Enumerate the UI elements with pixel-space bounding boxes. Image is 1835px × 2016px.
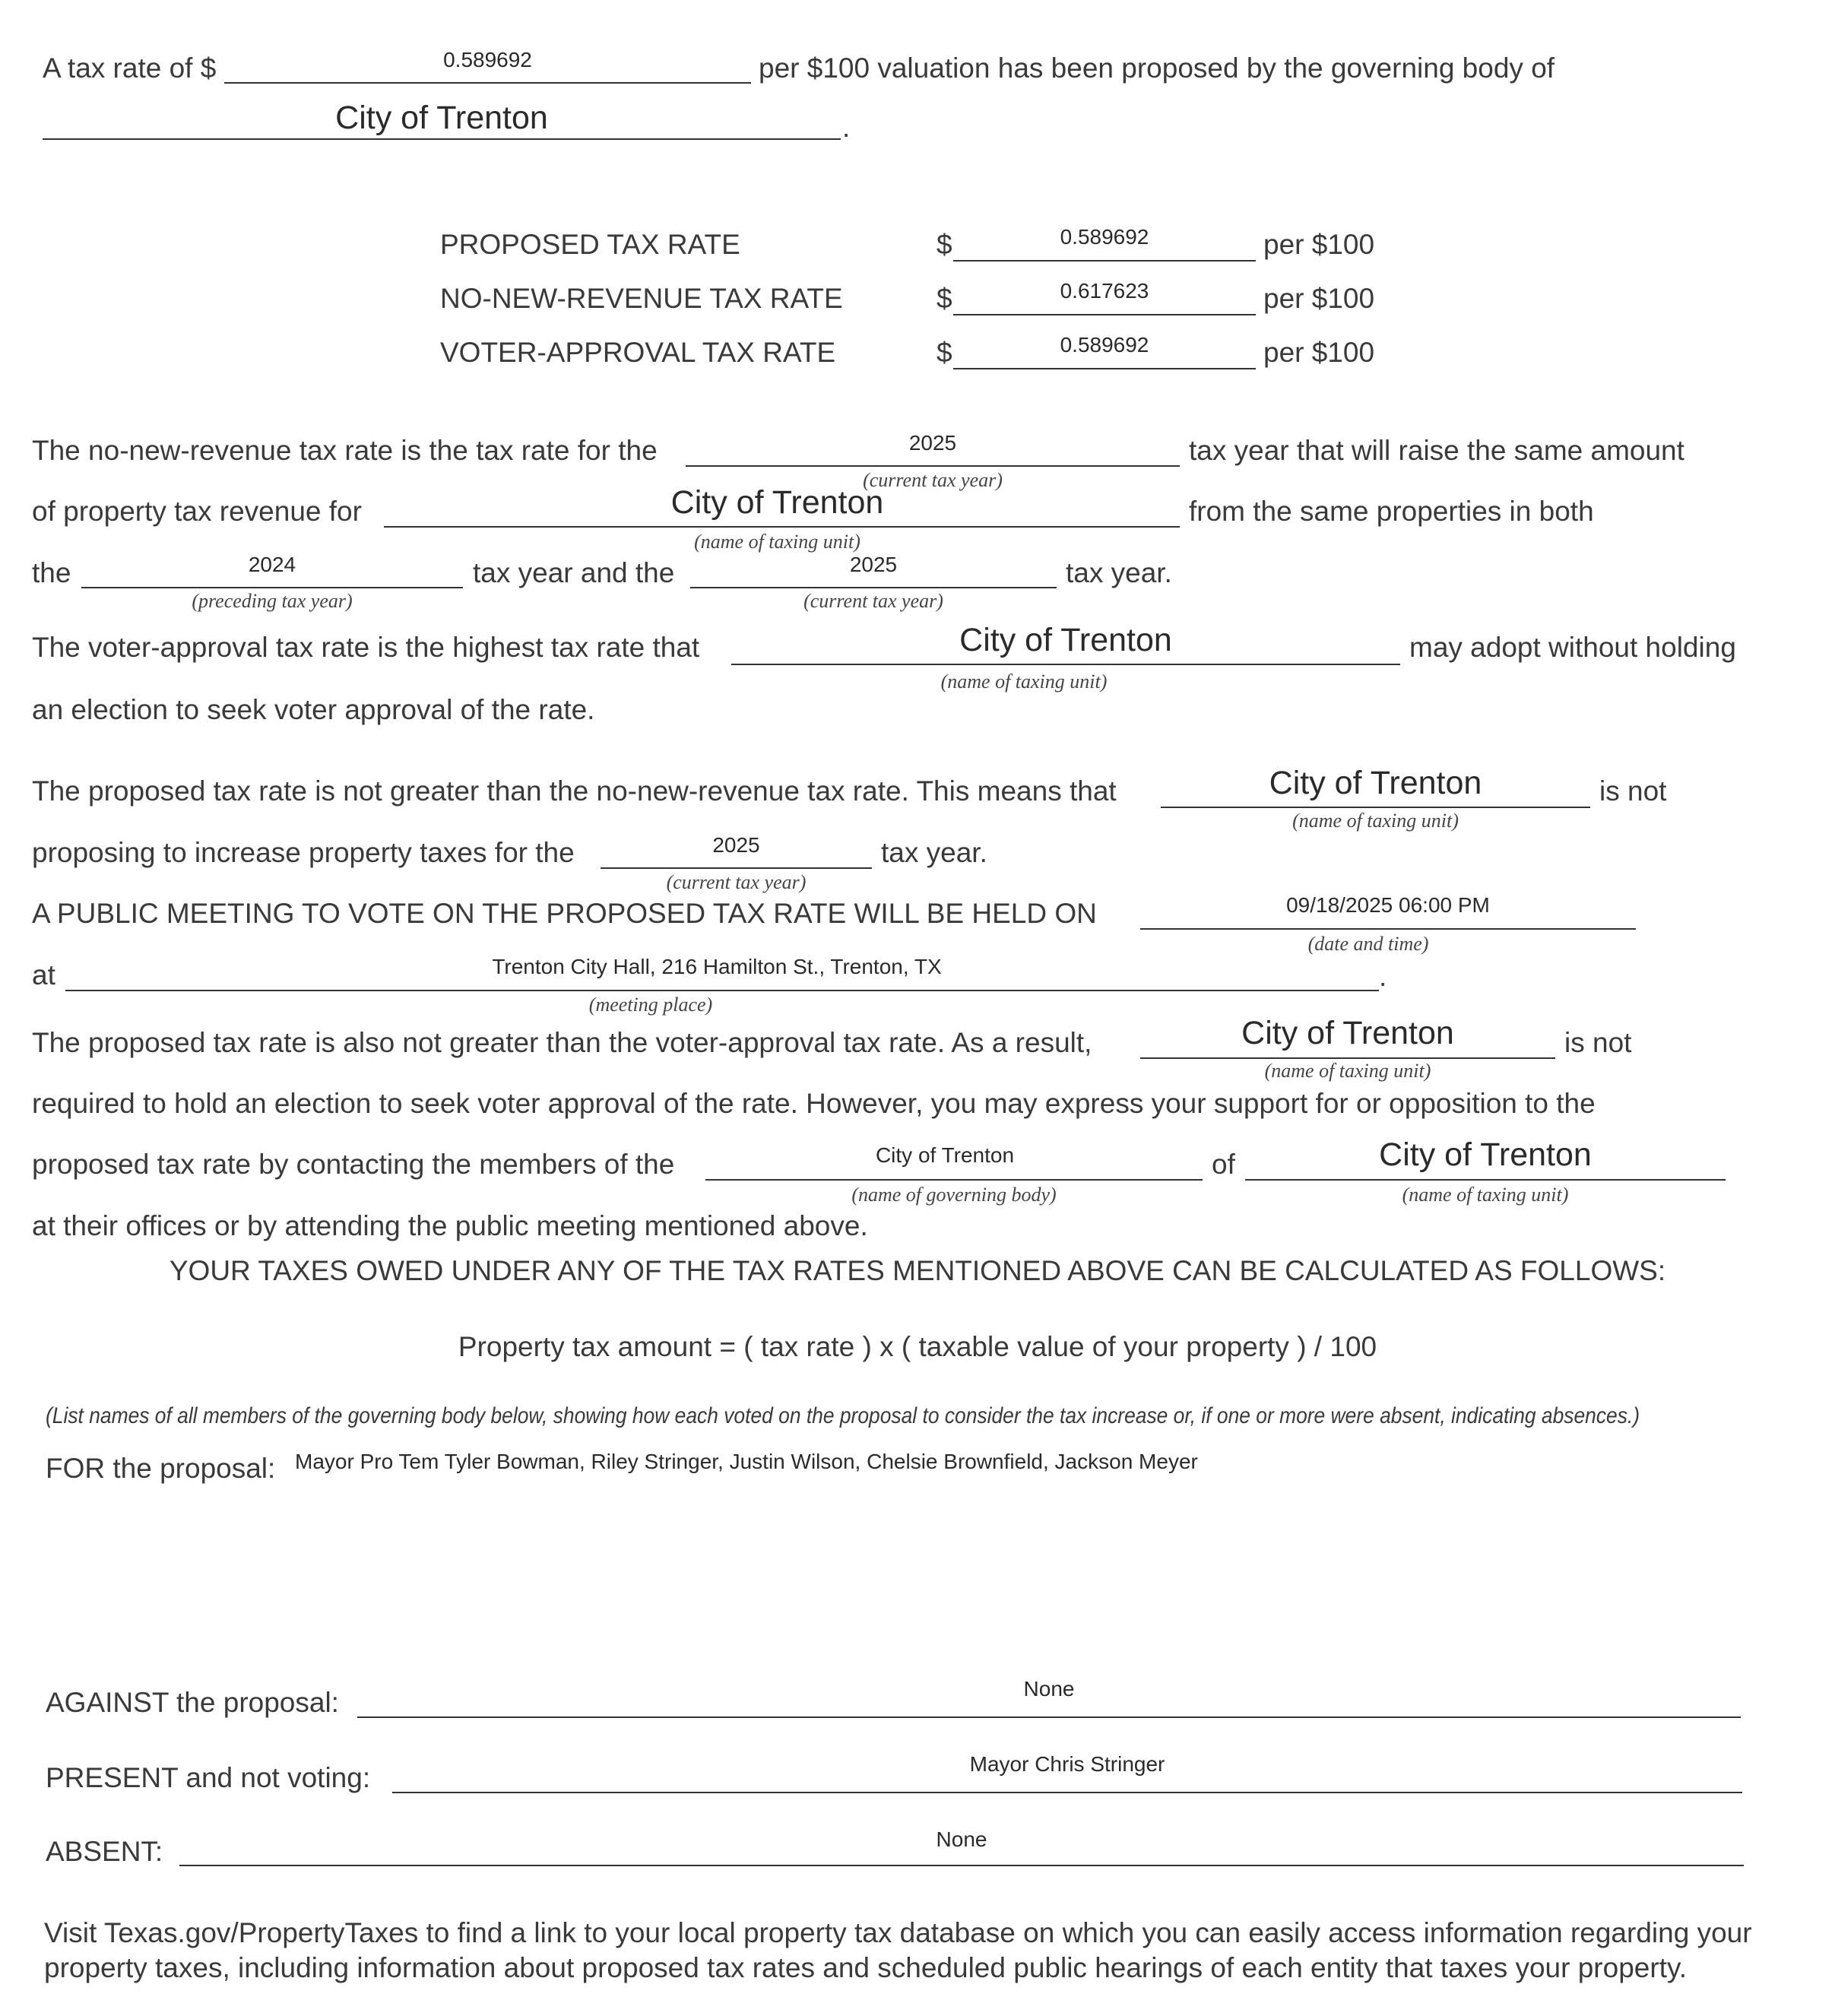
- present-label: PRESENT and not voting:: [46, 1762, 371, 1793]
- meeting-text-1: A PUBLIC MEETING TO VOTE ON THE PROPOSED TAX RATE WILL BE HELD ON: [32, 898, 1097, 929]
- nnr-text-2: tax year that will raise the same amount: [1189, 435, 1684, 466]
- nnr-prev-year-value: 2024: [248, 553, 296, 576]
- proposed-rate-value: 0.589692: [1060, 225, 1149, 249]
- intro-rate-value: 0.589692: [443, 48, 532, 71]
- calc-heading: YOUR TAXES OWED UNDER ANY OF THE TAX RATES MENTIONED ABOVE CAN BE CALCULATED AS FOLLOWS:: [169, 1255, 1666, 1286]
- footer-text: Visit Texas.gov/PropertyTaxes to find a link to your local property tax database on which you can easily access information regarding your property taxes, including information about proposed tax rates and scheduled public hearings of each entity that taxes your property.: [44, 1917, 1752, 1983]
- also-text-2: is not: [1564, 1027, 1632, 1058]
- nnr-text-6: tax year and the: [473, 557, 675, 588]
- also-body-caption: (name of governing body): [851, 1184, 1057, 1206]
- intro-period: .: [842, 112, 851, 143]
- for-label: FOR the proposal:: [46, 1453, 276, 1484]
- var-unit-field[interactable]: [731, 664, 1400, 665]
- also-of: of: [1212, 1149, 1235, 1180]
- intro-unit-value: City of Trenton: [335, 100, 548, 136]
- var-text-3: an election to seek voter approval of the rate.: [32, 694, 595, 725]
- nnr-cur-year-field[interactable]: [690, 587, 1057, 588]
- nnr-text-1: The no-new-revenue tax rate is the tax rate for the: [32, 435, 658, 466]
- intro-suffix: per $100 valuation has been proposed by the governing body of: [759, 52, 1555, 84]
- meeting-place-caption: (meeting place): [588, 994, 713, 1016]
- also-text-5: at their offices or by attending the public meeting mentioned above.: [32, 1210, 868, 1241]
- var-rate-value: 0.589692: [1060, 333, 1149, 357]
- absent-label: ABSENT:: [46, 1836, 163, 1867]
- nnr-year-caption: (current tax year): [863, 469, 1003, 491]
- var-rate-per: per $100: [1263, 337, 1375, 368]
- also-body-value: City of Trenton: [875, 1143, 1015, 1167]
- also-unit-value: City of Trenton: [1241, 1015, 1454, 1051]
- intro-prefix: A tax rate of $: [43, 52, 217, 84]
- var-text-2: may adopt without holding: [1409, 632, 1736, 663]
- notgreater-unit-field[interactable]: [1161, 807, 1590, 808]
- also-text-1: The proposed tax rate is also not greater than the voter-approval tax rate. As a result,: [32, 1027, 1092, 1058]
- notgreater-text-3: proposing to increase property taxes for the: [32, 837, 575, 868]
- nnr-rate-value: 0.617623: [1060, 279, 1149, 303]
- var-text-1: The voter-approval tax rate is the highest tax rate that: [32, 632, 700, 663]
- nnr-text-5: the: [32, 557, 71, 588]
- var-rate-field[interactable]: [953, 368, 1256, 369]
- nnr-year-value: 2025: [908, 431, 957, 455]
- against-field[interactable]: [357, 1716, 1741, 1718]
- notgreater-text-2: is not: [1599, 775, 1667, 807]
- meeting-period: .: [1379, 961, 1387, 992]
- calc-formula: Property tax amount = ( tax rate ) x ( taxable value of your property ) / 100: [458, 1331, 1377, 1362]
- notgreater-year-value: 2025: [712, 833, 760, 857]
- also-unit2-field[interactable]: [1245, 1179, 1726, 1181]
- votes-instruction: (List names of all members of the governing body below, showing how each voted on the proposal to consider the tax increase or, if one or more were absent, indicating absences.): [46, 1403, 1640, 1428]
- nnr-unit-field[interactable]: [384, 526, 1180, 528]
- against-value: None: [1023, 1677, 1075, 1701]
- also-unit2-caption: (name of taxing unit): [1402, 1184, 1569, 1206]
- nnr-unit-value: City of Trenton: [670, 484, 884, 521]
- intro-unit-field[interactable]: [43, 138, 841, 140]
- absent-value: None: [936, 1827, 987, 1851]
- nnr-text-3: of property tax revenue for: [32, 496, 362, 527]
- present-value: Mayor Chris Stringer: [969, 1752, 1165, 1776]
- proposed-rate-dollar: $: [937, 229, 952, 260]
- nnr-unit-caption: (name of taxing unit): [694, 531, 860, 553]
- notgreater-unit-caption: (name of taxing unit): [1292, 810, 1459, 832]
- notgreater-text-1: The proposed tax rate is not greater than the no-new-revenue tax rate. This means that: [32, 775, 1117, 807]
- meeting-place-value: Trenton City Hall, 216 Hamilton St., Trenton, TX: [492, 955, 942, 978]
- var-rate-label: VOTER-APPROVAL TAX RATE: [440, 337, 836, 368]
- var-rate-dollar: $: [937, 337, 952, 368]
- meeting-datetime-caption: (date and time): [1307, 933, 1429, 955]
- also-text-4: proposed tax rate by contacting the members of the: [32, 1149, 675, 1180]
- meeting-datetime-field[interactable]: [1140, 928, 1636, 930]
- for-value[interactable]: Mayor Pro Tem Tyler Bowman, Riley Stringer, Justin Wilson, Chelsie Brownfield, Jackson Meyer: [295, 1450, 1198, 1473]
- also-body-field[interactable]: [705, 1179, 1203, 1181]
- notgreater-text-4: tax year.: [881, 837, 987, 868]
- nnr-rate-label: NO-NEW-REVENUE TAX RATE: [440, 283, 843, 314]
- var-unit-value: City of Trenton: [959, 622, 1172, 658]
- nnr-prev-year-caption: (preceding tax year): [192, 590, 353, 612]
- meeting-at: at: [32, 959, 55, 991]
- nnr-text-4: from the same properties in both: [1189, 496, 1594, 527]
- meeting-place-field[interactable]: [65, 990, 1379, 991]
- nnr-rate-dollar: $: [937, 283, 952, 314]
- absent-field[interactable]: [179, 1865, 1744, 1866]
- proposed-rate-field[interactable]: [953, 260, 1256, 262]
- proposed-rate-label: PROPOSED TAX RATE: [440, 229, 740, 260]
- nnr-cur-year-caption: (current tax year): [803, 590, 943, 612]
- also-unit-field[interactable]: [1140, 1057, 1555, 1059]
- nnr-prev-year-field[interactable]: [81, 587, 463, 588]
- nnr-rate-per: per $100: [1263, 283, 1375, 314]
- nnr-year-field[interactable]: [686, 465, 1180, 467]
- nnr-text-7: tax year.: [1066, 557, 1172, 588]
- present-field[interactable]: [392, 1792, 1742, 1793]
- nnr-cur-year-value: 2025: [849, 553, 898, 576]
- var-unit-caption: (name of taxing unit): [940, 670, 1108, 693]
- proposed-rate-per: per $100: [1263, 229, 1375, 260]
- also-unit-caption: (name of taxing unit): [1264, 1060, 1431, 1082]
- against-label: AGAINST the proposal:: [46, 1687, 339, 1718]
- also-text-3: required to hold an election to seek voter approval of the rate. However, you may express your support for or opposition to the: [32, 1088, 1596, 1119]
- notgreater-unit-value: City of Trenton: [1269, 765, 1482, 801]
- meeting-datetime-value: 09/18/2025 06:00 PM: [1286, 893, 1490, 917]
- notgreater-year-caption: (current tax year): [666, 871, 807, 893]
- nnr-rate-field[interactable]: [953, 314, 1256, 315]
- notgreater-year-field[interactable]: [601, 867, 872, 869]
- also-unit2-value: City of Trenton: [1379, 1136, 1592, 1173]
- intro-rate-field[interactable]: [224, 82, 751, 84]
